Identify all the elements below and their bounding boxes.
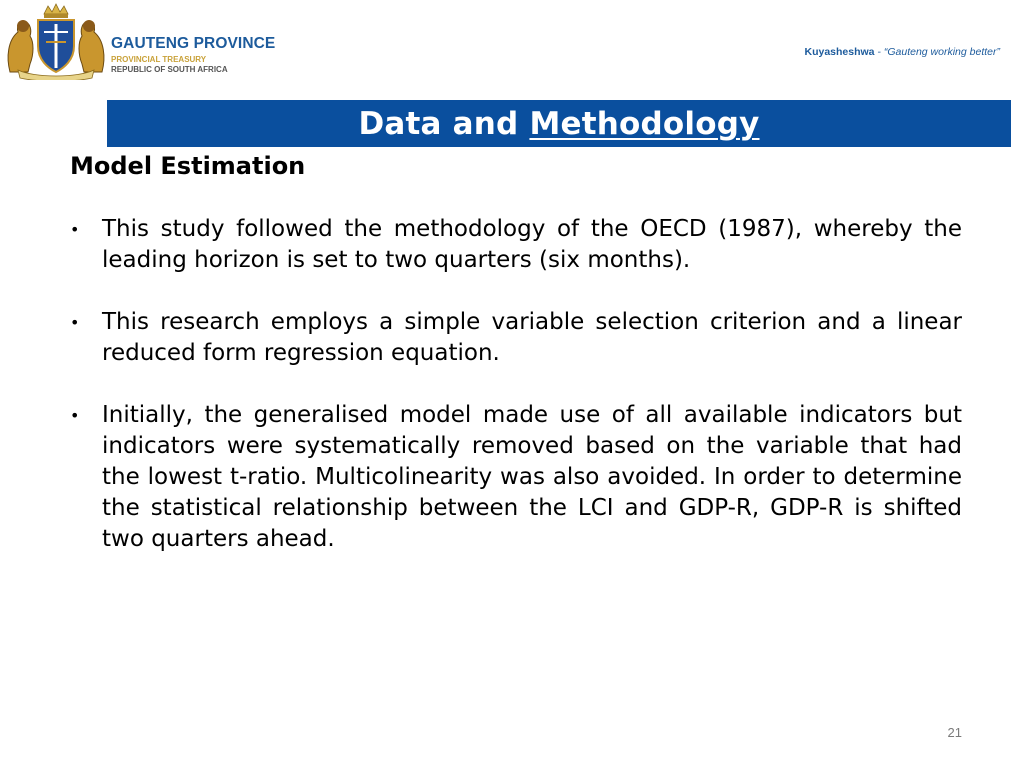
bullet-text: Initially, the generalised model made use of all available indicators but indicators were systematically removed based on the variable that had the lowest t-ratio. Multicolinearity was also avoided. In order to determine the statistical relationship between the LCI and GDP-R, GDP-R is shifted two quarters ahead. [102,402,962,552]
bullet-text: This research employs a simple variable selection criterion and a linear reduced form regression equation. [102,309,962,366]
bullet-icon: • [70,313,80,332]
slogan [804,46,1000,58]
section-heading: Model Estimation [70,152,306,180]
org-name: GAUTENG PROVINCE [111,35,276,52]
bullet-item [70,214,962,276]
title-part2: Methodology [529,106,760,142]
title-banner [107,100,1011,147]
bullet-icon: • [70,220,80,239]
bullet-text: This study followed the methodology of the OECD (1987), whereby the leading horizon is set to two quarters (six months). [102,216,962,273]
org-country: REPUBLIC OF SOUTH AFRICA [111,65,228,74]
bullet-icon: • [70,406,80,425]
org-department: PROVINCIAL TREASURY [111,55,207,64]
title-part1: Data and [358,106,530,142]
coat-of-arms-icon [4,2,108,80]
header-logo [4,2,294,82]
bullet-list [70,214,962,586]
slide-title [358,106,759,142]
bullet-item [70,400,962,555]
page-number: 21 [947,725,962,740]
slogan-text: - “Gauteng working better” [874,46,1000,58]
bullet-item [70,307,962,369]
slogan-bold: Kuyasheshwa [804,46,875,58]
